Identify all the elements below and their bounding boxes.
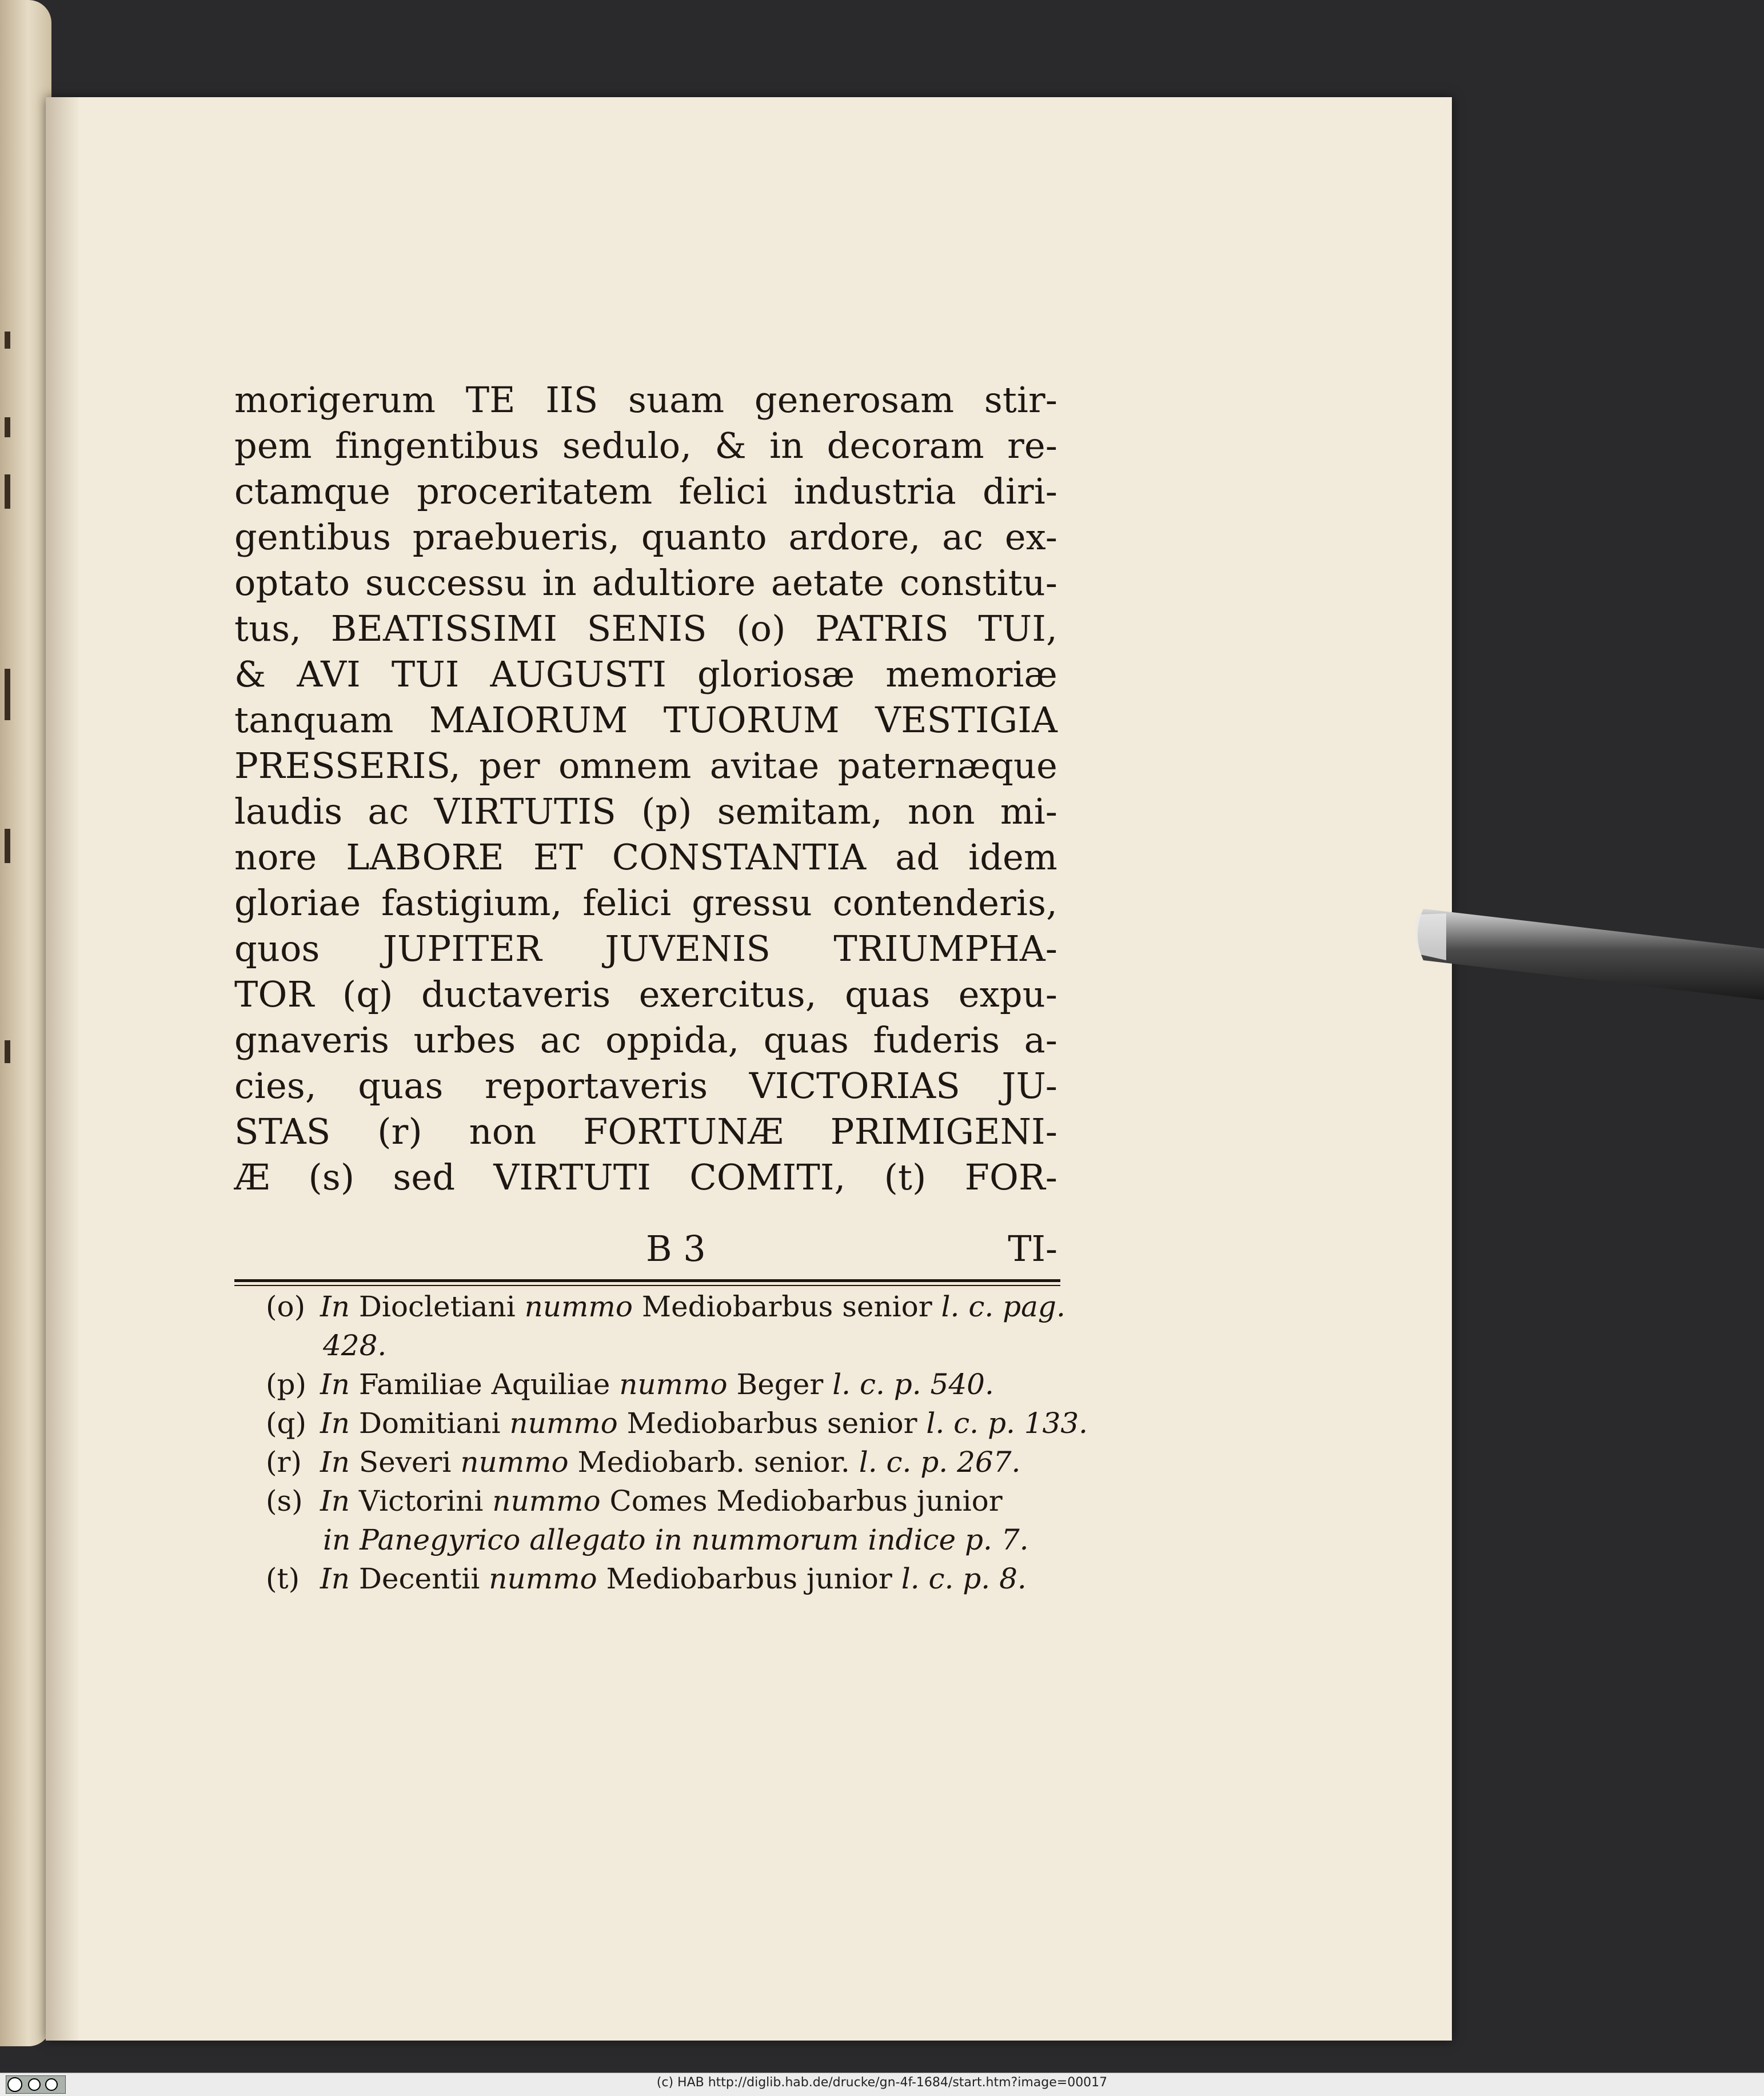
footnote-text: Comes Mediobarbus junior xyxy=(600,1484,1003,1518)
text-line: gnaveris urbes ac oppida, quas fuderis a- xyxy=(234,1019,1057,1061)
footnote-r xyxy=(266,1443,1055,1482)
text-line: TOR (q) ductaveris exercitus, quas expu- xyxy=(234,973,1057,1015)
footnote-mark: (p) xyxy=(266,1368,307,1401)
footnote-italic: in Panegyrico allegato in nummorum indice p. 7. xyxy=(323,1523,1029,1556)
footnote-text: Familiae Aquiliae xyxy=(349,1368,620,1401)
footnote-italic: nummo xyxy=(492,1484,601,1518)
text-line: laudis ac VIRTUTIS (p) semitam, non mi- xyxy=(234,791,1057,832)
footnote-italic: In xyxy=(320,1368,350,1401)
credit-bar xyxy=(0,2073,1764,2096)
footnote-mark: (s) xyxy=(266,1484,303,1518)
footnote-italic: nummo xyxy=(619,1368,728,1401)
footnote-italic: In xyxy=(320,1407,350,1440)
text-line: tanquam MAIORUM TUORUM VESTIGIA xyxy=(234,699,1057,741)
footnote-mark: (t) xyxy=(266,1562,300,1595)
text-line: nore LABORE ET CONSTANTIA ad idem xyxy=(234,836,1057,878)
ink-mark xyxy=(5,669,10,720)
footnote-italic: In xyxy=(320,1484,350,1518)
footnote-text: Mediobarb. senior. xyxy=(568,1446,859,1479)
footnote-italic: l. c. pag. xyxy=(941,1290,1065,1323)
left-page-edge xyxy=(0,0,51,2046)
ink-mark xyxy=(5,1040,10,1063)
footnote-text: Beger xyxy=(727,1368,833,1401)
footnote-italic: 428. xyxy=(323,1329,387,1362)
footnote-italic: nummo xyxy=(460,1446,569,1479)
text-line: gloriae fastigium, felici gressu contenderis, xyxy=(234,882,1057,924)
footnote-mark: (o) xyxy=(266,1290,306,1323)
page-clamp xyxy=(1412,897,1764,1012)
ink-mark xyxy=(5,417,10,437)
footnote-q xyxy=(266,1404,1088,1443)
text-line: PRESSERIS, per omnem avitae paternæque xyxy=(234,745,1057,787)
footnote-italic: l. c. p. 267. xyxy=(859,1446,1021,1479)
footnote-text: Decentii xyxy=(349,1562,489,1595)
ink-mark xyxy=(5,332,10,349)
footnote-text: Mediobarbus senior xyxy=(632,1290,941,1323)
text-line: quos JUPITER JUVENIS TRIUMPHA- xyxy=(234,928,1057,969)
text-line: ctamque proceritatem felici industria diri- xyxy=(234,470,1057,512)
footnote-t xyxy=(266,1559,1055,1598)
footnotes xyxy=(266,1287,1088,1598)
text-line: morigerum TE IIS suam generosam stir- xyxy=(234,379,1057,421)
footnote-text: Severi xyxy=(349,1446,461,1479)
footnote-italic: l. c. p. 8. xyxy=(901,1562,1027,1595)
footnote-italic: In xyxy=(320,1446,350,1479)
credit-text: (c) HAB http://diglib.hab.de/drucke/gn-4f-1684/start.htm?image=00017 xyxy=(656,2075,1108,2090)
footnote-s xyxy=(266,1482,1055,1520)
signature-line xyxy=(234,1226,1057,1272)
footnote-s-cont xyxy=(266,1520,1055,1559)
footnote-p xyxy=(266,1365,1055,1404)
footnote-italic: nummo xyxy=(509,1407,618,1440)
ink-mark xyxy=(5,829,10,863)
text-line: Æ (s) sed VIRTUTI COMITI, (t) FOR- xyxy=(234,1156,1057,1198)
text-line: optato successu in adultiore aetate constitu- xyxy=(234,562,1057,604)
signature-mark: B 3 xyxy=(646,1228,706,1269)
footnote-italic: In xyxy=(320,1290,350,1323)
text-line: & AVI TUI AUGUSTI gloriosæ memoriæ xyxy=(234,653,1057,695)
text-line: pem fingentibus sedulo, & in decoram re- xyxy=(234,425,1057,466)
catchword: TI- xyxy=(1008,1228,1057,1269)
main-text-block xyxy=(234,377,1057,1200)
ink-mark xyxy=(5,474,10,509)
footnote-rule xyxy=(234,1279,1060,1282)
footnote-text: Mediobarbus senior xyxy=(617,1407,927,1440)
footnote-text: Domitiani xyxy=(349,1407,510,1440)
footnote-italic: nummo xyxy=(524,1290,633,1323)
footnote-mark: (r) xyxy=(266,1446,302,1479)
footnote-italic: l. c. p. 133. xyxy=(926,1407,1088,1440)
footnote-o-cont xyxy=(266,1326,1055,1365)
footnote-text: Mediobarbus junior xyxy=(597,1562,901,1595)
footnote-text: Diocletiani xyxy=(349,1290,525,1323)
footnote-italic: l. c. p. 540. xyxy=(832,1368,994,1401)
text-line: gentibus praebueris, quanto ardore, ac ex- xyxy=(234,516,1057,558)
text-line: tus, BEATISSIMI SENIS (o) PATRIS TUI, xyxy=(234,608,1057,649)
footnote-rule-thin xyxy=(234,1285,1060,1286)
footnote-o xyxy=(266,1287,1065,1326)
text-line: STAS (r) non FORTUNÆ PRIMIGENI- xyxy=(234,1111,1057,1152)
footnote-italic: In xyxy=(320,1562,350,1595)
footnote-mark: (q) xyxy=(266,1407,307,1440)
footnote-text: Victorini xyxy=(349,1484,493,1518)
footnote-italic: nummo xyxy=(489,1562,597,1595)
text-line: cies, quas reportaveris VICTORIAS JU- xyxy=(234,1065,1057,1107)
